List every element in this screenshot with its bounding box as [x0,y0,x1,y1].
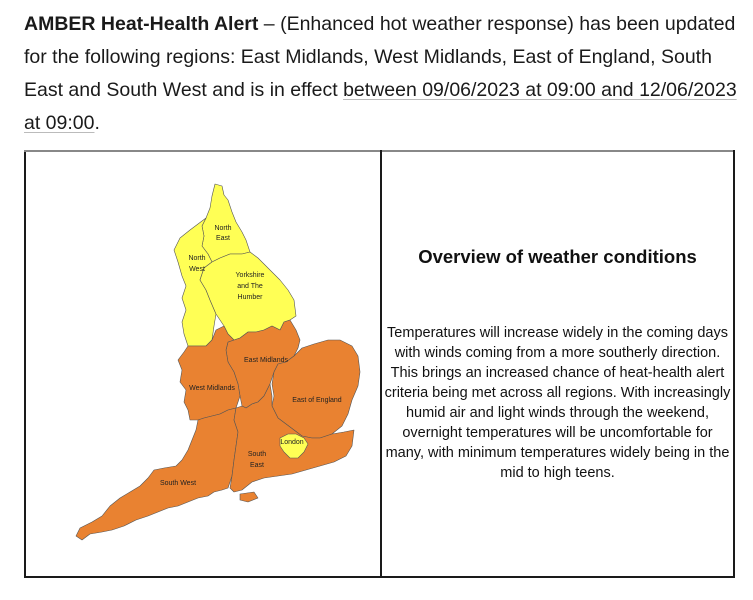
overview-body: Temperatures will increase widely in the coming days with winds coming from a more southerly direction. This brings an increased chance of heat-health alert criteria being met across all regions. With increasingly humid air and light winds through the weekend, overnight temperatures will be uncomfortable for many, with minimum temperatures widely being in the mid to high teens. [384,324,731,481]
england-region-map [26,152,380,576]
dash: – [258,13,281,35]
overview-title: Overview of weather conditions [418,245,697,267]
label-yorkshire: Yorkshire [235,272,265,279]
alert-table [24,150,735,578]
period-end: . [94,112,100,134]
label-london: London [280,439,304,446]
region-south-west[interactable] [76,408,238,540]
isle-of-wight [240,492,258,502]
overview-cell [381,151,734,577]
label-yorkshire-3: Humber [237,294,263,301]
alert-intro [24,8,739,140]
alert-level-title: AMBER Heat-Health Alert [24,13,259,35]
label-east-midlands: East Midlands [244,357,288,364]
map-cell [25,151,381,577]
label-east-of-england: East of England [292,397,342,404]
label-yorkshire-2: and The [237,283,263,290]
alert-lead-text: (Enhanced hot weather response) has been updated for the following regions: East Midlands, West Midlands, East of England, South East and South West and is in effect [24,13,736,101]
alert-period-link[interactable]: between 09/06/2023 at 09:00 and 12/06/2023 at 09:00 [24,79,737,134]
label-north-west: North [188,255,206,262]
label-north-west-2: West [189,266,205,273]
label-north-east-2: East [215,235,231,242]
region-north-east[interactable] [202,184,250,262]
label-north-east: North [214,225,232,232]
label-west-midlands: West Midlands [189,385,235,392]
label-south-west: South West [159,480,197,487]
label-south-east: South [247,451,267,458]
label-south-east-2: East [249,462,265,469]
